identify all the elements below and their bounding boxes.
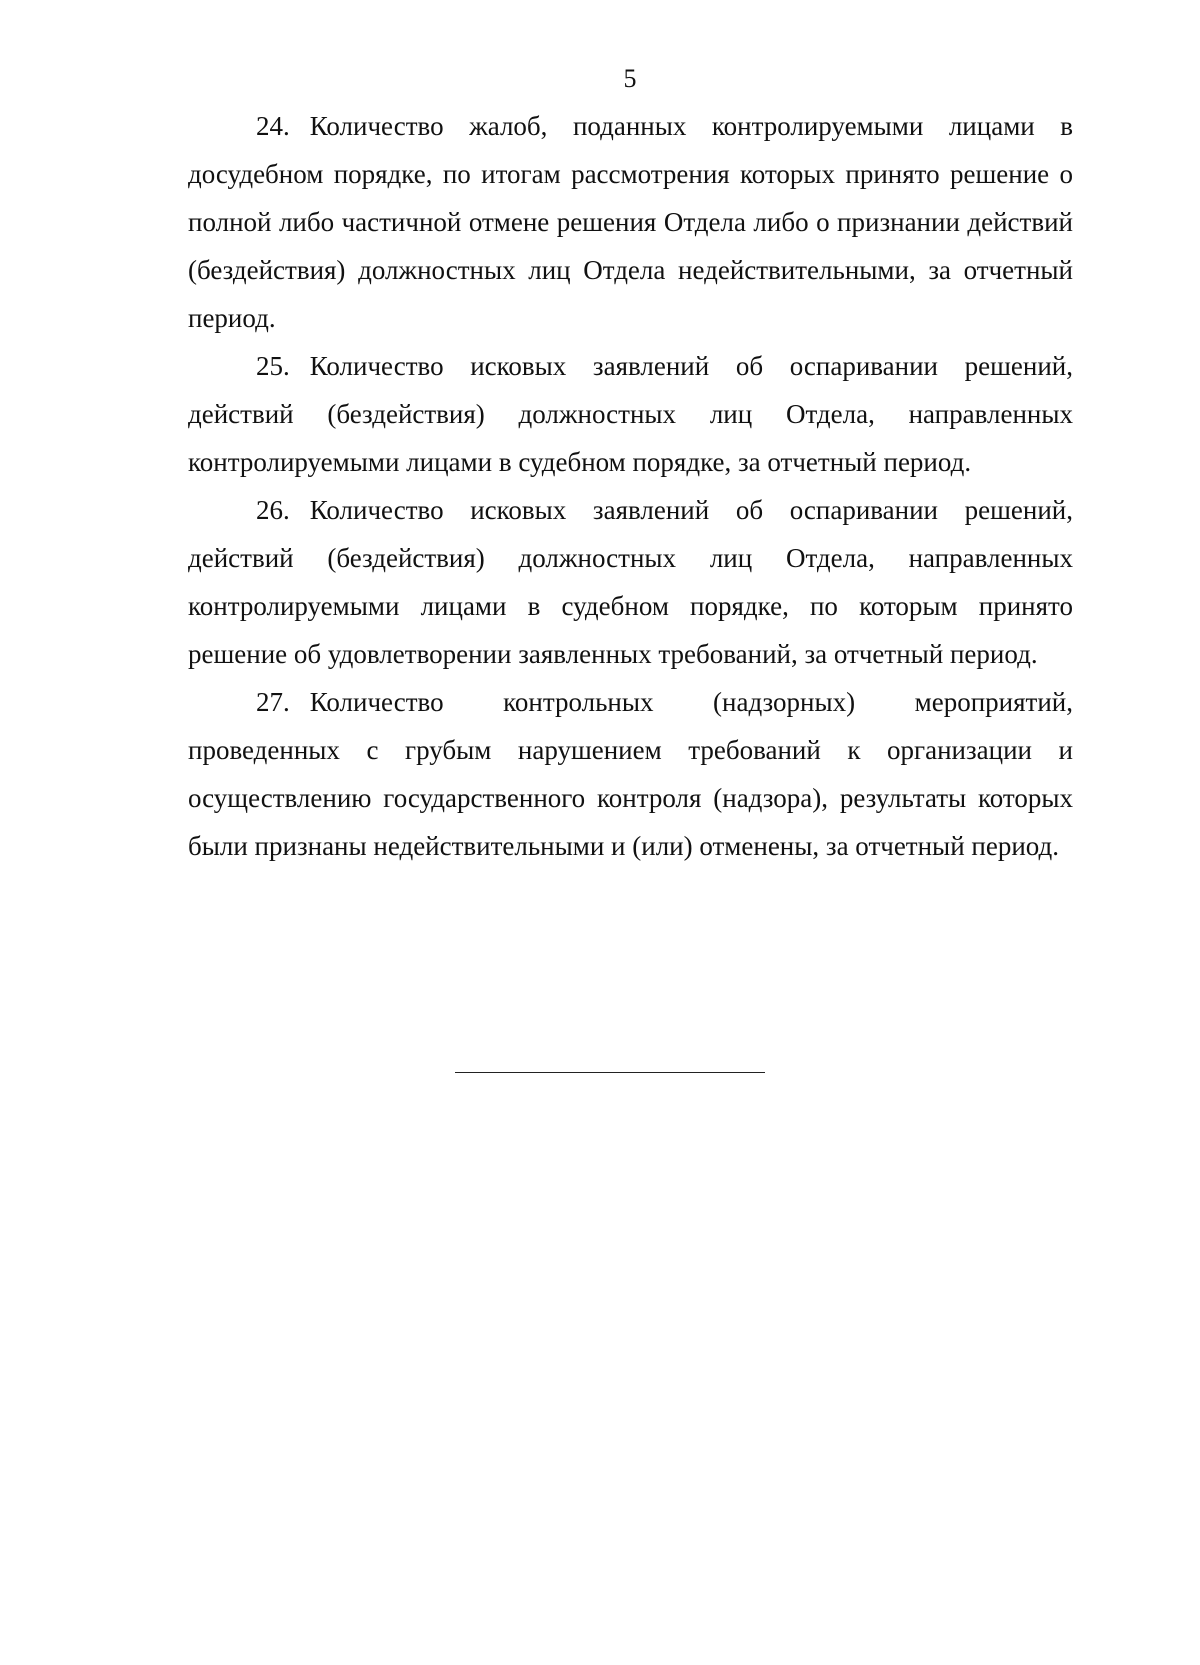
item-text: Количество жалоб, поданных контролируемыми лицами в досудебном порядке, по итогам рассмотрения которых принято решение о полной либо частичной отмене решения Отдела либо о признании действий (бездействия) должностных лиц Отдела недействительными, за отчетный период. bbox=[188, 111, 1073, 333]
page-number: 5 bbox=[623, 64, 637, 93]
document-body bbox=[188, 102, 1073, 870]
item-26 bbox=[188, 486, 1073, 678]
item-27 bbox=[188, 678, 1073, 870]
item-text: Количество контрольных (надзорных) мероприятий, проведенных с грубым нарушением требований к организации и осуществлению государственного контроля (надзора), результаты которых были признаны недействительными и (или) отменены, за отчетный период. bbox=[188, 687, 1073, 861]
item-number: 27. bbox=[256, 687, 290, 717]
item-number: 24. bbox=[256, 111, 290, 141]
item-text: Количество исковых заявлений об оспаривании решений, действий (бездействия) должностных лиц Отдела, направленных контролируемыми лицами в судебном порядке, по которым принято решение об удовлетворении заявленных требований, за отчетный период. bbox=[188, 495, 1073, 669]
item-24 bbox=[188, 102, 1073, 342]
item-number: 26. bbox=[256, 495, 290, 525]
item-number: 25. bbox=[256, 351, 290, 381]
end-of-document-rule bbox=[455, 1072, 765, 1073]
item-text: Количество исковых заявлений об оспаривании решений, действий (бездействия) должностных лиц Отдела, направленных контролируемыми лицами в судебном порядке, за отчетный период. bbox=[188, 351, 1073, 477]
item-25 bbox=[188, 342, 1073, 486]
